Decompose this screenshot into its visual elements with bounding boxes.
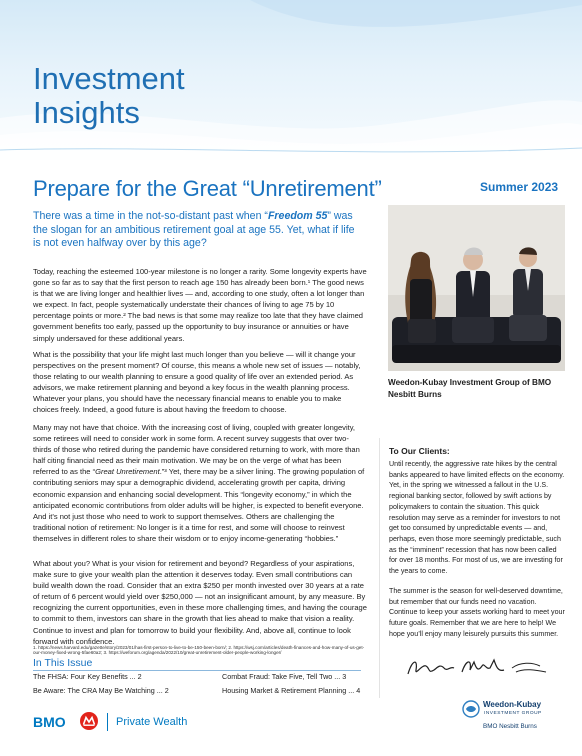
toc-item[interactable]: Combat Fraud: Take Five, Tell Two ... 3 <box>222 672 347 681</box>
article-intro <box>33 210 363 251</box>
intro-text-after: ” was the slogan for an ambitious retirement goal at age 55. Yet, what if life is not even halfway over by this age? <box>33 210 355 250</box>
newsletter-title <box>33 62 333 130</box>
article-paragraph-1: Today, reaching the esteemed 100-year milestone is no longer a rarity. Some longevity experts have gone so far as to say that the first person to reach age 150 has already been born.¹ The good news is that we are living longer and healthier lives — and, according to one study, often a lot longer than we expect. In fact, people systematically understate their chances of living to age 75 by 10 percentage points or more.² The bad news is that some may realize too late that they have claimed government benefits too early, passed up the opportunity to buy insurance or annuities or have simply undersaved for these additional years. <box>33 267 367 343</box>
team-photo-illustration <box>388 205 565 371</box>
p3-emphasis: Great Unretirement <box>95 467 160 477</box>
footer-separator <box>107 713 108 731</box>
title-line-2: Insights <box>33 95 140 130</box>
team-photo <box>388 205 565 371</box>
weedon-kubay-logo-icon <box>462 700 480 718</box>
weedon-kubay-name: Weedon-Kubay <box>483 700 542 709</box>
article-headline: Prepare for the Great “Unretirement” <box>33 176 382 201</box>
article-paragraph-4: What about you? What is your vision for retirement and beyond? Regardless of your aspirations, make sure to give your wealth plan the attention it deserves today. Even small contributions can build wealth down the road. Consider that an extra $250 per month invested over 30 years at a rate of return of 6 percent would yield over $250,000 — not an insignificant amount, by any measure. By recognizing the current opportunities, even in these more challenging times, and having the courage to commit to them, investors can share in the growth that lies ahead to make that vision a reality. Continue to invest and plan for tomorrow to build your flexibility. And, above all, continue to look forward with confidence. <box>33 559 367 646</box>
p3-text-before: Many may not have that choice. With the increasing cost of living, coupled with greater longevity, some retirees will need to consider work in some form. A recent survey suggests that over two-thirds of those who retired during the pandemic have considered returning to work, with more than half citing financial need as their main motivation. We may be on the verge of what has been referred to as the “ <box>33 423 360 477</box>
bmo-wordmark: BMO <box>33 714 66 730</box>
letter-paragraph-2: The summer is the season for well-deserved downtime, but remember that our funds need no vacation. Continue to keep your assets working hard to meet your future goals. Remember that we are here to help! We hope you’ll enjoy many leisurely pursuits this summer. <box>389 587 565 638</box>
intro-emphasis: Freedom 55 <box>267 210 328 222</box>
column-divider <box>379 438 380 698</box>
toc-divider <box>33 670 361 671</box>
photo-caption: Weedon-Kubay Investment Group of BMO Nesbitt Burns <box>388 378 552 399</box>
bmo-roundel-icon <box>80 712 98 730</box>
letter-heading: To Our Clients: <box>389 446 450 456</box>
toc-item[interactable]: The FHSA: Four Key Benefits ... 2 <box>33 672 142 681</box>
nesbitt-burns-label: BMO Nesbitt Burns <box>483 723 537 730</box>
investment-group-label: INVESTMENT GROUP <box>484 711 542 716</box>
letter-paragraph-1: Until recently, the aggressive rate hikes by the central banks appeared to have limited effects on the economy. Yet, in the spring we witnessed a fallout in the U.S. regional banking sector, followed by swift actions by policymakers to contain the situation. This quick resolution may serve as a reminder for investors to not get too consumed by unpredictable events — and, perhaps, even those more seemingly predictable, such as the “imminent” recession that has now been called for over 18 months. For most of us, we are investing for the years to come. <box>389 460 565 576</box>
title-line-1: Investment <box>33 61 185 96</box>
footnotes: 1. https://news.harvard.edu/gazette/story/2023/01/has-first-person-to-live-to-be-150-been-born/; 2. https://wsj.com/articles/death-finances-and-how-many-of-us-get-our-money-fixed-wrong-5fae60a2; 3. https://weforum.org/agenda/2022/10/great-unretirement-older-people-working-longer/ <box>33 645 365 656</box>
intro-text-before: There was a time in the not-so-distant past when “ <box>33 210 268 222</box>
issue-date: Summer 2023 <box>480 180 559 194</box>
article-paragraph-3 <box>33 422 367 544</box>
toc-item[interactable]: Be Aware: The CRA May Be Watching ... 2 <box>33 686 169 695</box>
article-paragraph-2: What is the possibility that your life might last much longer than you believe — will it change your perspectives on the present moment? Of course, this means a whole new set of issues — notably, those relating to our wealth planning to ensure a good quality of life over an extended period. As advisors, we make retirement planning and beyond a key focus in the wealth planning process. Whatever your plans, you should have the necessary financial means to enable you to make choices freely. Indeed, a good future is about having the freedom to choose. <box>33 350 361 415</box>
signature-image <box>400 652 550 682</box>
toc-title: In This Issue <box>33 657 93 669</box>
toc-item[interactable]: Housing Market & Retirement Planning ... 4 <box>222 686 361 695</box>
p3-text-after: .”³ Yet, there may be a silver lining. The growing population of contributing seniors may spur a demographic dividend, accelerating growth per capita, driving economic expansion and enhancing social development. This “longevity economy,” in which the anticipated economic contributions from older adults will be higher, is expected to benefit everyone. And it’s not just those who need to work to support themselves. Others are challenging the traditional notion of retirement: No longer is it a time for rest, and some will choose to reinvest themselves in different roles to share their wisdom or to enjoy income-generating “hobbies.” <box>33 467 365 543</box>
private-wealth-label: Private Wealth <box>116 716 188 728</box>
